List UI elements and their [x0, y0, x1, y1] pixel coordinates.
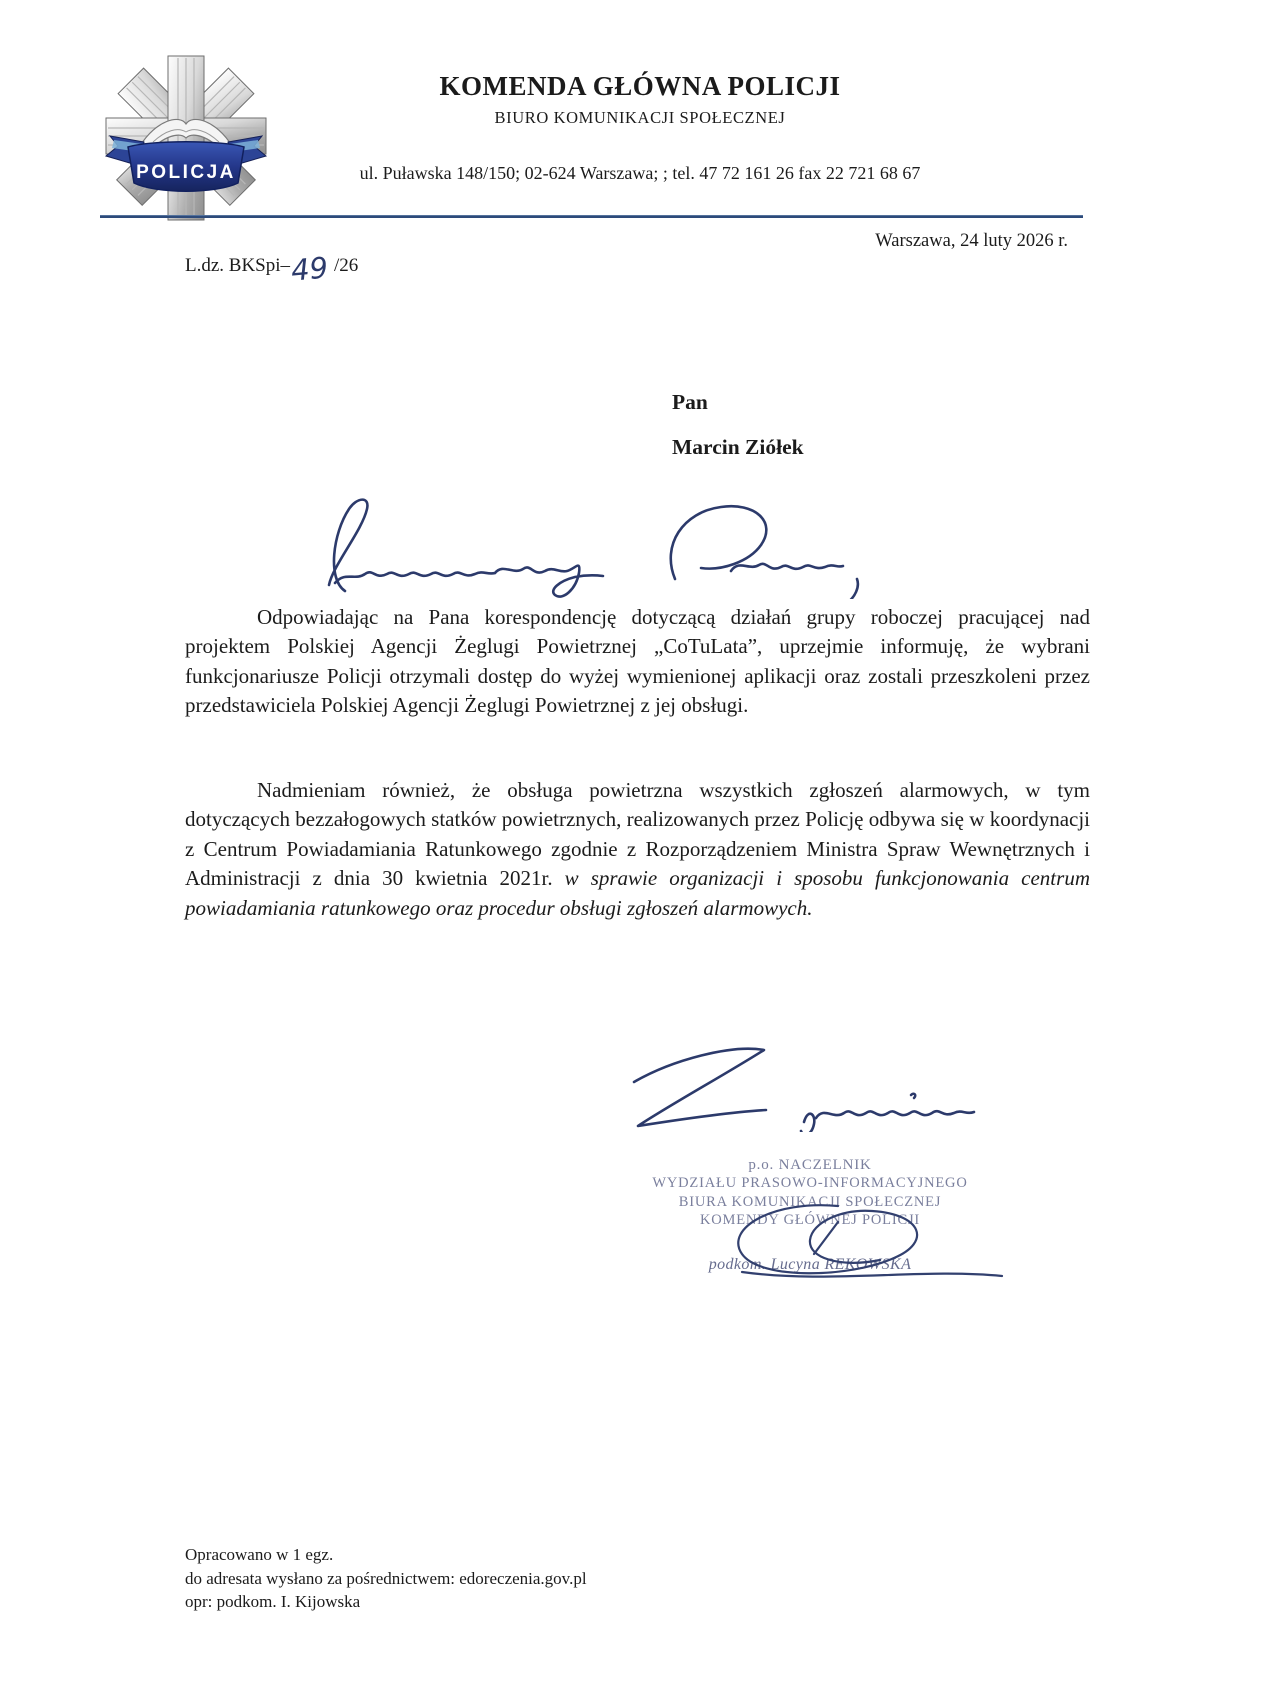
stamp-line-1: p.o. NACZELNIK: [748, 1157, 872, 1173]
org-address: ul. Puławska 148/150; 02-624 Warszawa; ; tel. 47 72 161 26 fax 22 721 68 67: [359, 163, 921, 183]
footer-line-3: opr: podkom. I. Kijowska: [185, 1592, 361, 1611]
stamp-line-3: BIURA KOMUNIKACJI SPOŁECZNEJ: [678, 1193, 942, 1210]
ref-number-handwritten: 49: [289, 250, 330, 288]
ref-suffix: /26: [333, 255, 359, 276]
place-and-date: Warszawa, 24 luty 2026 r.: [875, 231, 1068, 251]
ref-prefix: L.dz. BKSpi–: [185, 255, 291, 276]
logo-banner-text: POLICJA: [136, 162, 236, 183]
paragraph-2-italic-citation: w sprawie organizacji i sposobu funkcjonowania centrum powiadamiania ratunkowego oraz procedur obsługi zgłoszeń alarmowych.: [185, 866, 1090, 920]
stamp-line-4: KOMENDY GŁÓWNEJ POLICJI: [699, 1212, 921, 1228]
reference-number: [185, 252, 358, 286]
stamp-signatory-name: podkom. Lucyna REKOWSKA: [708, 1255, 912, 1273]
handwritten-greeting: [283, 487, 873, 599]
paragraph-1-text: Odpowiadając na Pana korespondencję dotyczącą działań grupy roboczej pracującej nad projektem Polskiej Agencji Żeglugi Powietrznej „CoTuLata”, uprzejmie informuję, że wybrani funkcjonariusze Policji otrzymali dostęp do wyżej wymienionej aplikacji oraz zostali przeszkoleni przez przedstawiciela Polskiej Agencji Żeglugi Powietrznej z jej obsługi.: [185, 605, 1090, 718]
org-unit: BIURO KOMUNIKACJI SPOŁECZNEJ: [494, 107, 786, 127]
recipient-title: Pan: [672, 390, 708, 414]
letterhead-block: [270, 72, 1010, 128]
handwritten-closing: [612, 1032, 987, 1132]
recipient-name: Marcin Ziółek: [672, 435, 804, 460]
org-name: KOMENDA GŁÓWNA POLICJI: [439, 71, 841, 101]
footer-line-2: do adresata wysłano za pośrednictwem: edoreczenia.gov.pl: [185, 1568, 587, 1588]
header-divider: [100, 215, 1083, 218]
police-star-logo: [98, 52, 274, 224]
body-paragraph-2: [185, 776, 1090, 923]
recipient-block: [672, 380, 804, 470]
stamp-line-2: WYDZIAŁU PRASOWO-INFORMACYJNEGO: [652, 1175, 968, 1191]
footer-block: [185, 1543, 587, 1614]
handwritten-signature: [688, 1196, 1008, 1286]
footer-line-1: Opracowano w 1 egz.: [185, 1545, 334, 1564]
paragraph-2-text: Nadmieniam również, że obsługa powietrzna wszystkich zgłoszeń alarmowych, w tym dotyczących bezzałogowych statków powietrznych, realizowanych przez Policję odbywa się w koordynacji z Centrum Powiadamiania Ratunkowego zgodnie z Rozporządzeniem Ministra Spraw Wewnętrznych i Administracji z dnia 30 kwietnia 2021r.: [185, 778, 1090, 891]
body-paragraph-1: [185, 603, 1090, 721]
